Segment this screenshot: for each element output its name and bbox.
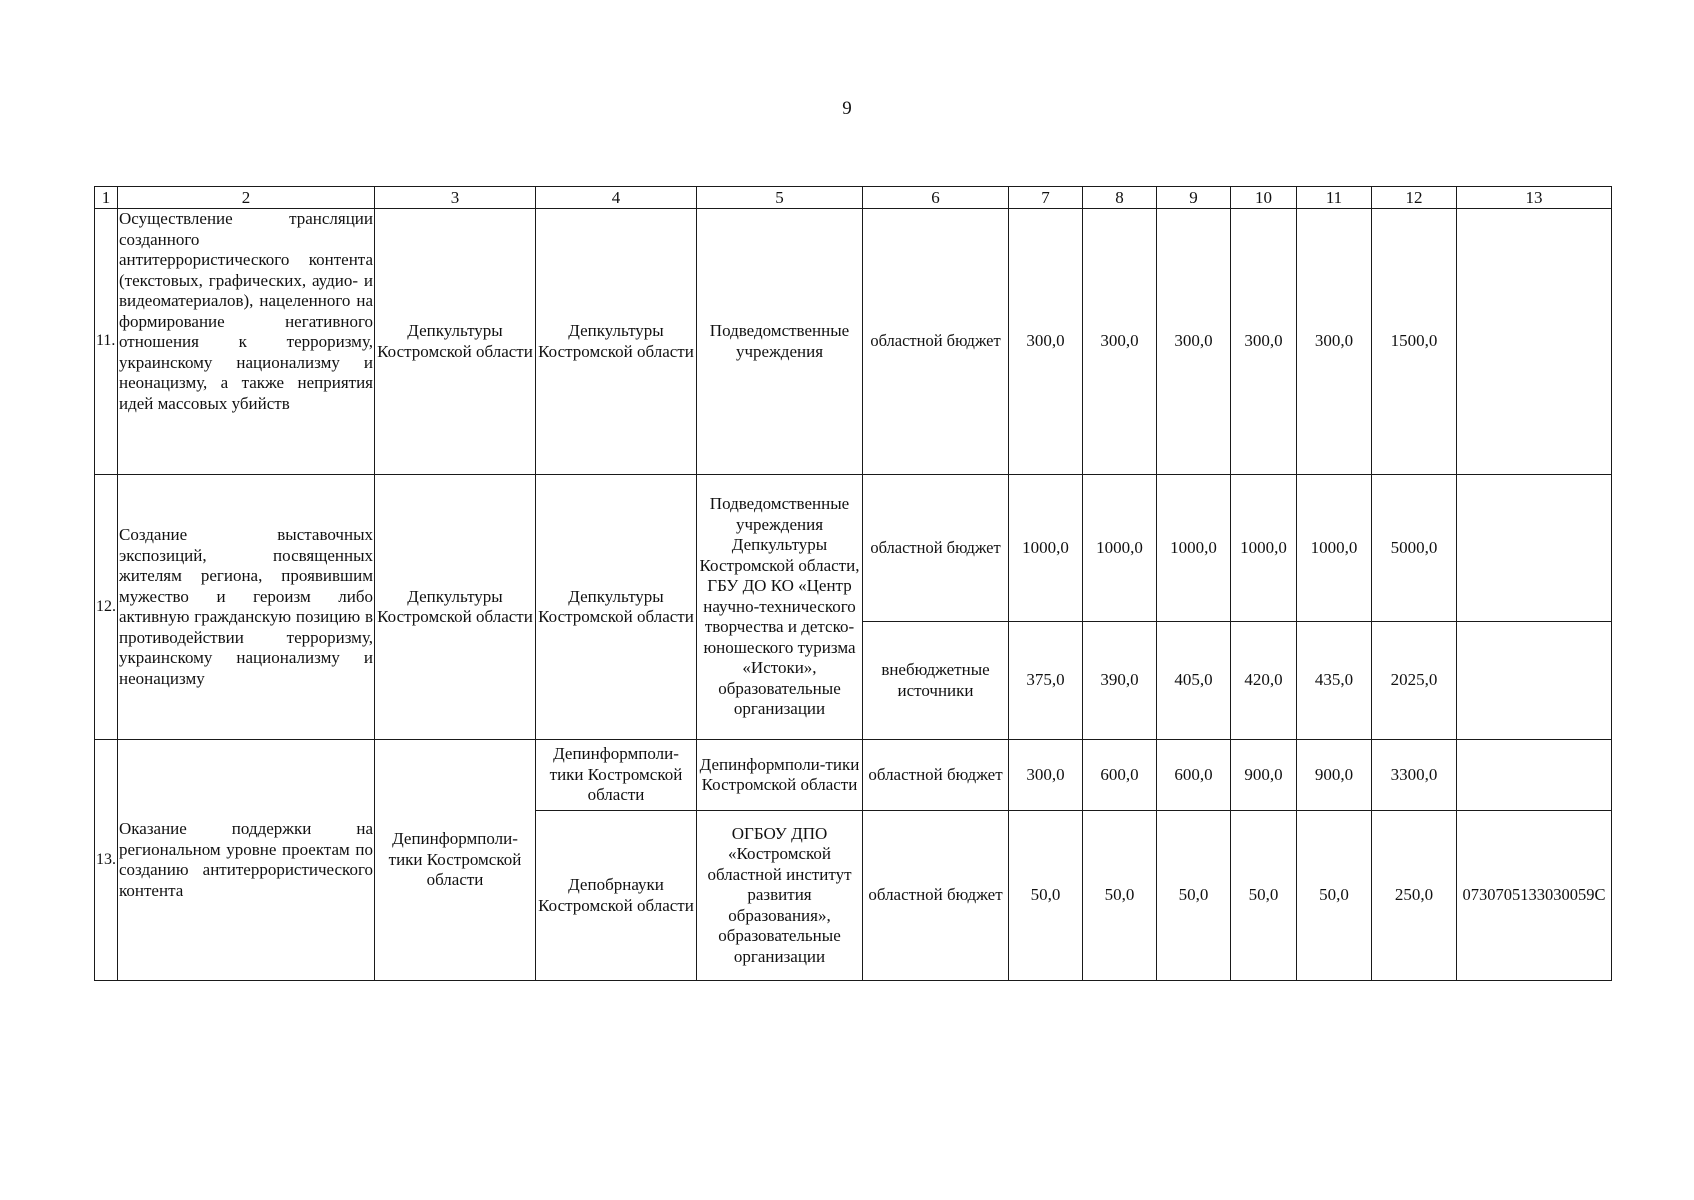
value-cell: 300,0	[1083, 209, 1157, 475]
header-cell-6: 6	[863, 187, 1009, 209]
co-executor: Депобрнауки Костромской области	[536, 811, 697, 981]
row-number: 12.	[95, 475, 118, 740]
value-cell: 1000,0	[1083, 475, 1157, 622]
program-table	[94, 186, 1612, 981]
funding-source: внебюджетные источники	[863, 622, 1009, 740]
measure-description: Осуществление трансляции созданного антитеррористического контента (текстовых, графических, аудио- и видеоматериалов), нацеленного на формирование негативного отношения к терроризму, украинскому национализму и неонацизму, а также неприятия идей массовых убийств	[118, 209, 375, 475]
funding-source: областной бюджет	[863, 475, 1009, 622]
header-cell-1: 1	[95, 187, 118, 209]
co-executor: Депкультуры Костромской области	[536, 475, 697, 740]
funding-source: областной бюджет	[863, 209, 1009, 475]
value-cell: 300,0	[1297, 209, 1372, 475]
table-row-11	[95, 209, 1612, 475]
value-cell: 1000,0	[1297, 475, 1372, 622]
budget-code	[1457, 622, 1612, 740]
header-cell-7: 7	[1009, 187, 1083, 209]
participants: Депинформполи-тики Костромской области	[697, 740, 863, 811]
value-cell: 50,0	[1083, 811, 1157, 981]
responsible-executor: Депинформполи-тики Костромской области	[375, 740, 536, 981]
total-cell: 3300,0	[1372, 740, 1457, 811]
budget-code	[1457, 209, 1612, 475]
value-cell: 1000,0	[1157, 475, 1231, 622]
value-cell: 435,0	[1297, 622, 1372, 740]
value-cell: 50,0	[1009, 811, 1083, 981]
budget-code	[1457, 740, 1612, 811]
participants: ОГБОУ ДПО «Костромской областной институт развития образования», образовательные организации	[697, 811, 863, 981]
value-cell: 390,0	[1083, 622, 1157, 740]
value-cell: 50,0	[1157, 811, 1231, 981]
value-cell: 1000,0	[1009, 475, 1083, 622]
header-cell-5: 5	[697, 187, 863, 209]
value-cell: 300,0	[1009, 209, 1083, 475]
header-cell-11: 11	[1297, 187, 1372, 209]
total-cell: 250,0	[1372, 811, 1457, 981]
row-number: 11.	[95, 209, 118, 475]
value-cell: 375,0	[1009, 622, 1083, 740]
value-cell: 50,0	[1231, 811, 1297, 981]
responsible-executor: Депкультуры Костромской области	[375, 209, 536, 475]
header-cell-10: 10	[1231, 187, 1297, 209]
co-executor: Депинформполи-тики Костромской области	[536, 740, 697, 811]
header-cell-2: 2	[118, 187, 375, 209]
measure-description: Оказание поддержки на региональном уровне проектам по созданию антитеррористического контента	[118, 740, 375, 981]
total-cell: 1500,0	[1372, 209, 1457, 475]
value-cell: 405,0	[1157, 622, 1231, 740]
header-cell-4: 4	[536, 187, 697, 209]
value-cell: 600,0	[1083, 740, 1157, 811]
table-row-12a	[95, 475, 1612, 622]
header-cell-9: 9	[1157, 187, 1231, 209]
header-row	[95, 187, 1612, 209]
value-cell: 300,0	[1157, 209, 1231, 475]
row-number: 13.	[95, 740, 118, 981]
value-cell: 900,0	[1297, 740, 1372, 811]
page-number: 9	[842, 98, 852, 119]
total-cell: 2025,0	[1372, 622, 1457, 740]
value-cell: 300,0	[1231, 209, 1297, 475]
responsible-executor: Депкультуры Костромской области	[375, 475, 536, 740]
header-cell-12: 12	[1372, 187, 1457, 209]
value-cell: 600,0	[1157, 740, 1231, 811]
header-cell-8: 8	[1083, 187, 1157, 209]
funding-source: областной бюджет	[863, 811, 1009, 981]
header-cell-13: 13	[1457, 187, 1612, 209]
participants: Подведомственные учреждения Депкультуры Костромской области, ГБУ ДО КО «Центр научно-технического творчества и детско-юношеского туризма «Истоки», образовательные организации	[697, 475, 863, 740]
budget-code: 0730705133030059С	[1457, 811, 1612, 981]
funding-source: областной бюджет	[863, 740, 1009, 811]
table-row-13a	[95, 740, 1612, 811]
co-executor: Депкультуры Костромской области	[536, 209, 697, 475]
total-cell: 5000,0	[1372, 475, 1457, 622]
value-cell: 1000,0	[1231, 475, 1297, 622]
value-cell: 50,0	[1297, 811, 1372, 981]
value-cell: 900,0	[1231, 740, 1297, 811]
participants: Подведомственные учреждения	[697, 209, 863, 475]
value-cell: 420,0	[1231, 622, 1297, 740]
measure-description: Создание выставочных экспозиций, посвященных жителям региона, проявившим мужество и героизм либо активную гражданскую позицию в противодействии терроризму, украинскому национализму и неонацизму	[118, 475, 375, 740]
value-cell: 300,0	[1009, 740, 1083, 811]
budget-code	[1457, 475, 1612, 622]
header-cell-3: 3	[375, 187, 536, 209]
